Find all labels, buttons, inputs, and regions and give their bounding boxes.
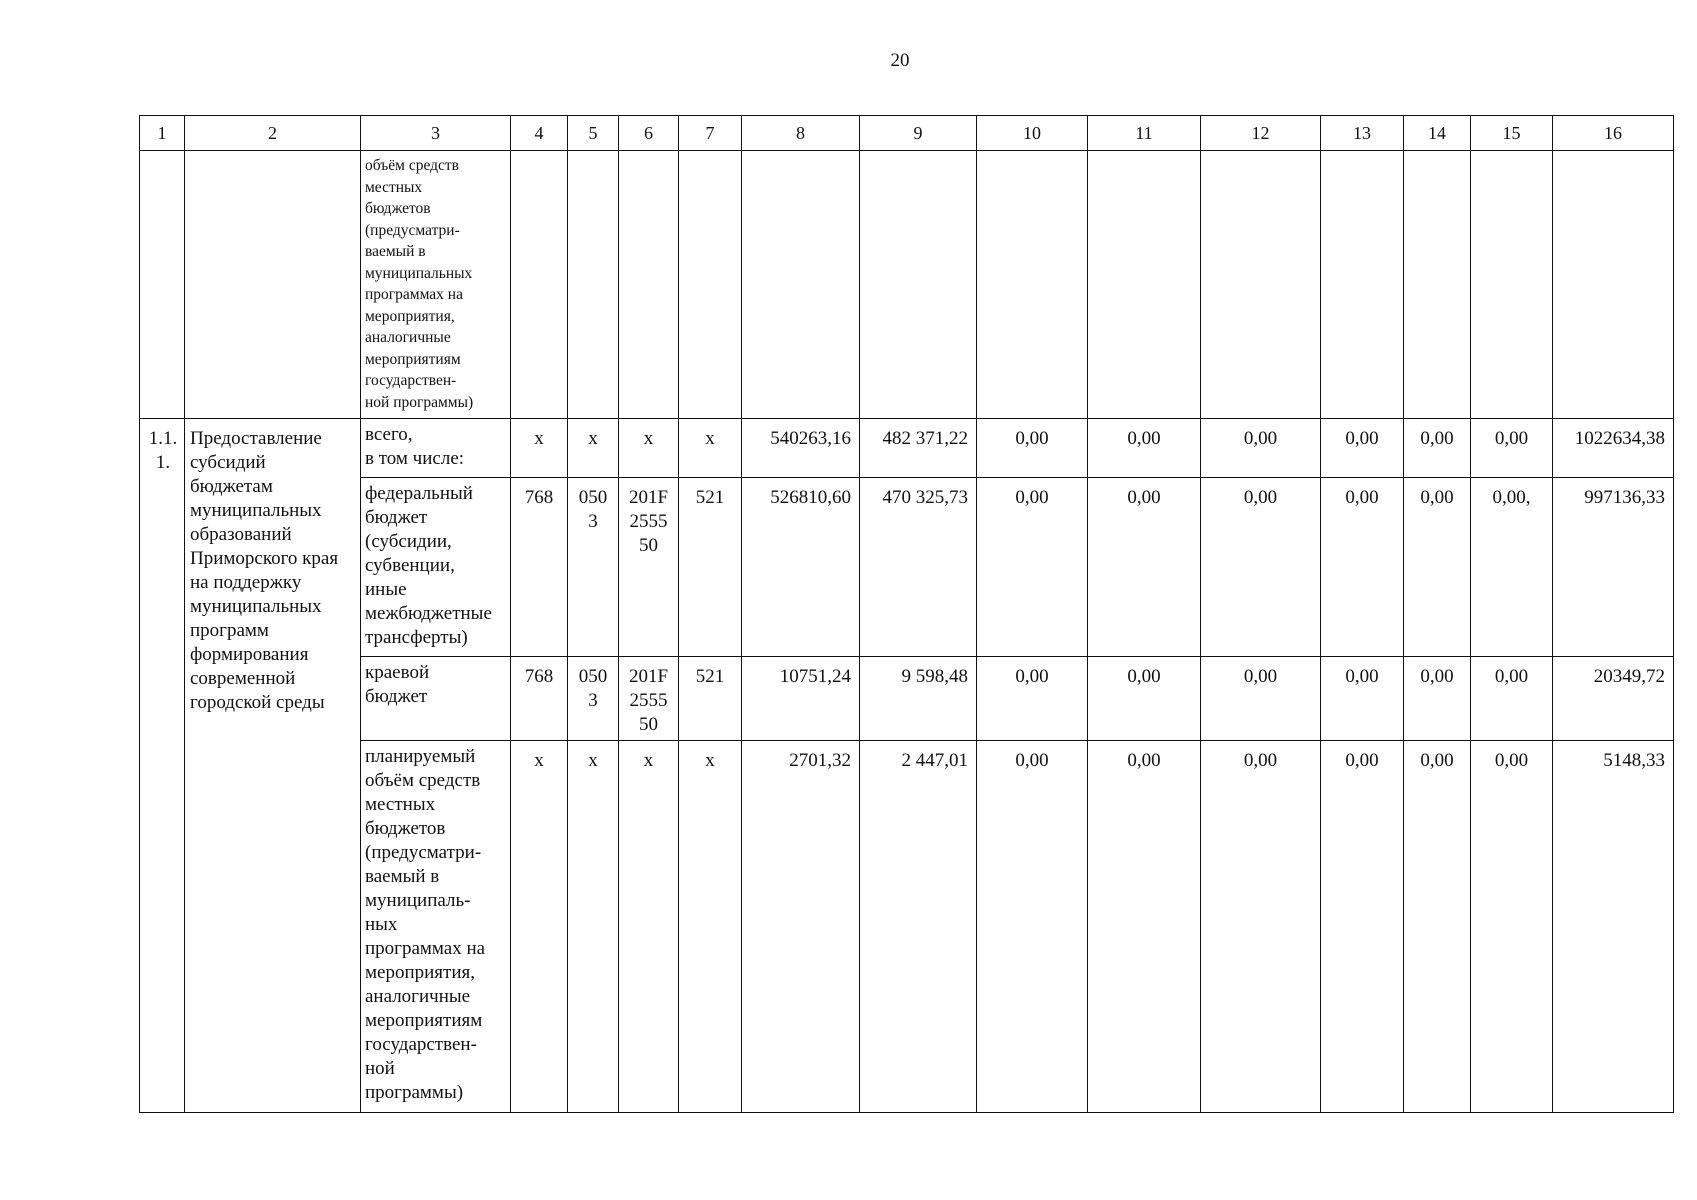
column-number: 11 — [1088, 116, 1201, 151]
col9-value: 482 371,22 — [860, 419, 977, 478]
col16-value: 1022634,38 — [1553, 419, 1674, 478]
col12-value: 0,00 — [1201, 657, 1321, 741]
column-number: 13 — [1321, 116, 1404, 151]
col12-value: 0,00 — [1201, 419, 1321, 478]
page-number: 20 — [890, 50, 910, 71]
table-row — [140, 419, 1674, 478]
column-number: 1 — [140, 116, 185, 151]
col12-value: 0,00 — [1201, 741, 1321, 1113]
column-number: 14 — [1404, 116, 1471, 151]
table-row — [140, 657, 1674, 741]
column-number: 10 — [977, 116, 1088, 151]
col4-value: x — [511, 419, 568, 478]
col10-value: 0,00 — [977, 741, 1088, 1113]
budget-table — [139, 115, 1674, 1113]
column-number: 2 — [185, 116, 361, 151]
col4-value: 768 — [511, 657, 568, 741]
col10-value: 0,00 — [977, 657, 1088, 741]
col8-value: 526810,60 — [742, 478, 860, 657]
col15-value: 0,00, — [1471, 478, 1553, 657]
col5-value: x — [568, 741, 619, 1113]
col7-value: 521 — [679, 478, 742, 657]
col6-value: x — [619, 419, 679, 478]
col6-value: x — [619, 741, 679, 1113]
column-number: 3 — [361, 116, 511, 151]
col5-value: x — [568, 419, 619, 478]
col11-value: 0,00 — [1088, 478, 1201, 657]
column-number: 16 — [1553, 116, 1674, 151]
column-number: 5 — [568, 116, 619, 151]
row-label: федеральный бюджет (субсидии, субвенции, иные межбюджетные трансферты) — [361, 478, 511, 657]
col14-value: 0,00 — [1404, 741, 1471, 1113]
col16-value: 997136,33 — [1553, 478, 1674, 657]
col6-value: 201F 2555 50 — [619, 657, 679, 741]
column-number: 12 — [1201, 116, 1321, 151]
col12-value: 0,00 — [1201, 478, 1321, 657]
row-label: краевой бюджет — [361, 657, 511, 741]
col15-value: 0,00 — [1471, 741, 1553, 1113]
col16-value: 5148,33 — [1553, 741, 1674, 1113]
column-number: 9 — [860, 116, 977, 151]
col11-value: 0,00 — [1088, 419, 1201, 478]
col7-value: 521 — [679, 657, 742, 741]
col14-value: 0,00 — [1404, 419, 1471, 478]
col13-value: 0,00 — [1321, 741, 1404, 1113]
col7-value: x — [679, 419, 742, 478]
row-label: всего, в том числе: — [361, 419, 511, 478]
col13-value: 0,00 — [1321, 478, 1404, 657]
col6-value: 201F 2555 50 — [619, 478, 679, 657]
col11-value: 0,00 — [1088, 741, 1201, 1113]
table-row — [140, 741, 1674, 1113]
continued-row-label: объём средств местных бюджетов (предусматри- ваемый в муниципальных программах на мероприятия, аналогичные мероприятиям государствен- ной программы) — [361, 151, 511, 419]
col8-value: 2701,32 — [742, 741, 860, 1113]
item-name: Предоставление субсидий бюджетам муниципальных образований Приморского края на поддержку муниципальных программ формирования современной городской среды — [185, 419, 361, 1113]
col4-value: x — [511, 741, 568, 1113]
col9-value: 470 325,73 — [860, 478, 977, 657]
col10-value: 0,00 — [977, 478, 1088, 657]
col15-value: 0,00 — [1471, 419, 1553, 478]
col16-value: 20349,72 — [1553, 657, 1674, 741]
col8-value: 10751,24 — [742, 657, 860, 741]
row-label: планируемый объём средств местных бюджетов (предусматри- ваемый в муниципаль- ных программах на мероприятия, аналогичные мероприятиям государствен- ной программы) — [361, 741, 511, 1113]
column-number: 7 — [679, 116, 742, 151]
col8-value: 540263,16 — [742, 419, 860, 478]
col14-value: 0,00 — [1404, 478, 1471, 657]
col14-value: 0,00 — [1404, 657, 1471, 741]
column-number: 4 — [511, 116, 568, 151]
col10-value: 0,00 — [977, 419, 1088, 478]
item-number: 1.1. 1. — [140, 419, 185, 1113]
column-number: 15 — [1471, 116, 1553, 151]
col9-value: 2 447,01 — [860, 741, 977, 1113]
column-number: 8 — [742, 116, 860, 151]
col5-value: 050 3 — [568, 478, 619, 657]
col13-value: 0,00 — [1321, 419, 1404, 478]
col11-value: 0,00 — [1088, 657, 1201, 741]
col9-value: 9 598,48 — [860, 657, 977, 741]
continued-row — [140, 151, 1674, 419]
table-row — [140, 478, 1674, 657]
column-number: 6 — [619, 116, 679, 151]
col7-value: x — [679, 741, 742, 1113]
col15-value: 0,00 — [1471, 657, 1553, 741]
col5-value: 050 3 — [568, 657, 619, 741]
column-number-row — [140, 116, 1674, 151]
col4-value: 768 — [511, 478, 568, 657]
col13-value: 0,00 — [1321, 657, 1404, 741]
